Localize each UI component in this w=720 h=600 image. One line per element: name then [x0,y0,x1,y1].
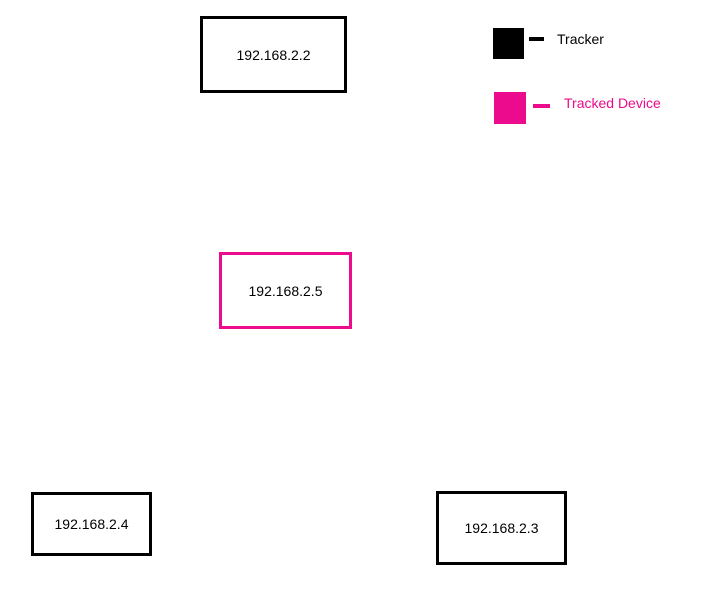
legend-tracked-device-dash [533,104,550,108]
tracked-device-node [219,252,352,329]
legend-tracked-device-label: Tracked Device [564,95,661,111]
node-ip-label: 192.168.2.3 [464,520,539,536]
node-ip-label: 192.168.2.5 [248,282,323,299]
legend-tracker-label: Tracker [557,31,604,47]
node-ip-label: 192.168.2.4 [54,516,129,532]
legend-tracker-dash [529,37,544,41]
legend-tracker-swatch [493,28,524,59]
tracker-node [436,491,567,565]
tracker-node [31,492,152,556]
legend-tracked-device-swatch [494,92,526,124]
tracker-node [200,16,347,93]
node-ip-label: 192.168.2.2 [236,46,311,63]
